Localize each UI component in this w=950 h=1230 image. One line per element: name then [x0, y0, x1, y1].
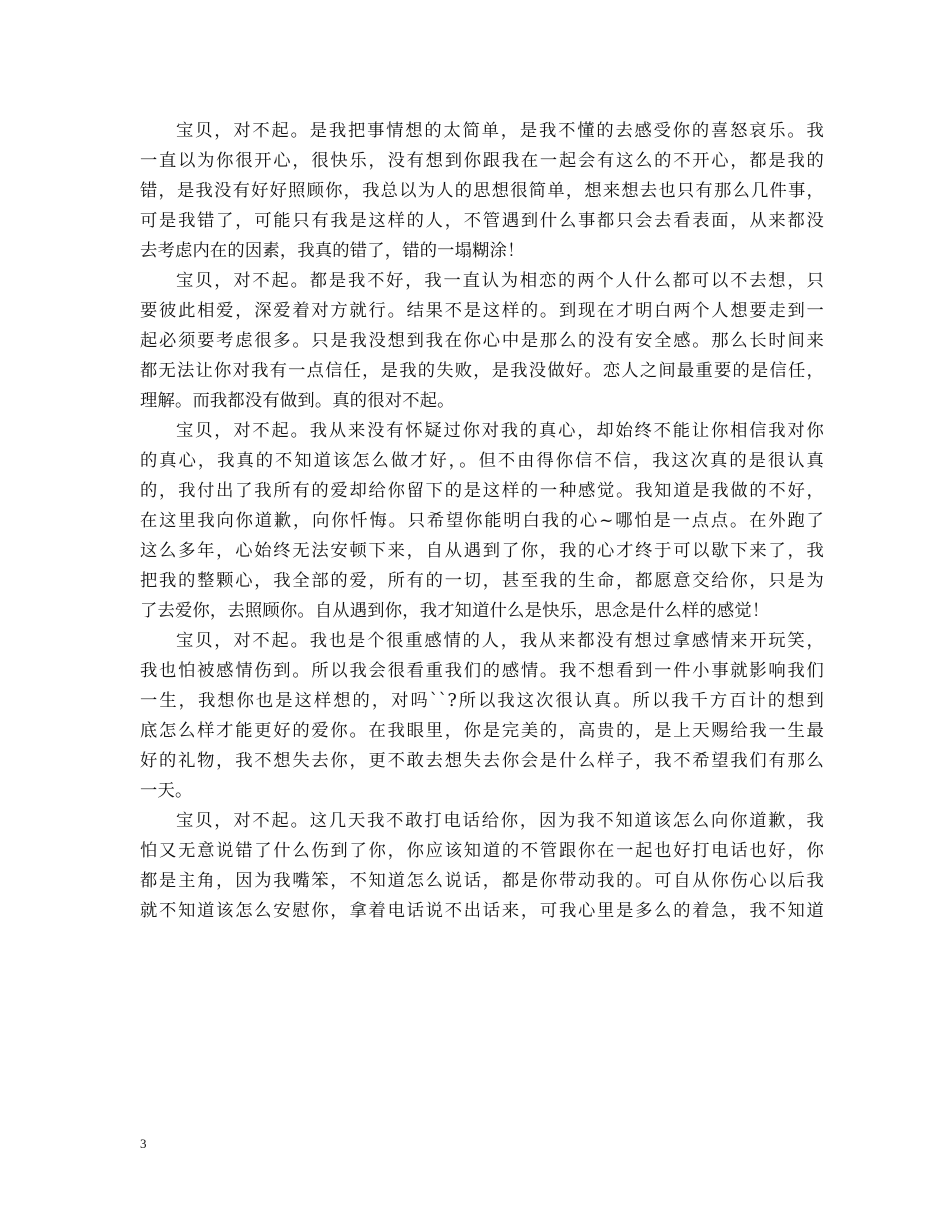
text-line: 好的礼物，我不想失去你，更不敢去想失去你会是什么样子，我不希望我们有那么 [140, 751, 824, 771]
paragraph [140, 266, 824, 416]
text-line: 的真心，我真的不知道该怎么做才好，。但不由得你信不信，我这次真的是很认真 [140, 451, 824, 471]
document-body [140, 116, 824, 926]
text-line: 一生，我想你也是这样想的，对吗``?所以我这次很认真。所以我千方百计的想到 [140, 691, 824, 711]
text-line: 这么多年，心始终无法安顿下来，自从遇到了你，我的心才终于可以歇下来了，我 [140, 541, 824, 561]
text-line: 我也怕被感情伤到。所以我会很看重我们的感情。我不想看到一件小事就影响我们 [140, 661, 824, 681]
text-line: 宝贝，对不起。我从来没有怀疑过你对我的真心，却始终不能让你相信我对你 [176, 421, 824, 441]
text-line: 错，是我没有好好照顾你，我总以为人的思想很简单，想来想去也只有那么几件事， [140, 181, 824, 201]
text-line: 都无法让你对我有一点信任，是我的失败，是我没做好。恋人之间最重要的是信任， [140, 361, 824, 381]
text-line: 去考虑内在的因素，我真的错了，错的一塌糊涂！ [140, 241, 525, 261]
paragraph [140, 626, 824, 806]
text-line: 要彼此相爱，深爱着对方就行。结果不是这样的。到现在才明白两个人想要走到一 [140, 301, 824, 321]
text-line: 起必须要考虑很多。只是我没想到我在你心中是那么的没有安全感。那么长时间来 [140, 331, 824, 351]
text-line: 怕又无意说错了什么伤到了你，你应该知道的不管跟你在一起也好打电话也好，你 [140, 841, 824, 861]
text-line: 理解。而我都没有做到。真的很对不起。 [140, 391, 455, 411]
paragraph [140, 416, 824, 626]
text-line: 宝贝，对不起。是我把事情想的太简单，是我不懂的去感受你的喜怒哀乐。我 [176, 121, 824, 141]
paragraph [140, 806, 824, 926]
text-line: 宝贝，对不起。我也是个很重感情的人，我从来都没有想过拿感情来开玩笑， [176, 631, 824, 651]
text-line: 底怎么样才能更好的爱你。在我眼里，你是完美的，高贵的，是上天赐给我一生最 [140, 721, 824, 741]
text-line: 了去爱你，去照顾你。自从遇到你，我才知道什么是快乐，思念是什么样的感觉！ [140, 601, 770, 621]
text-line: 可是我错了，可能只有我是这样的人，不管遇到什么事都只会去看表面，从来都没 [140, 211, 824, 231]
text-line: 就不知道该怎么安慰你，拿着电话说不出话来，可我心里是多么的着急，我不知道 [140, 901, 824, 921]
page-number: 3 [140, 1136, 147, 1151]
text-line: 宝贝，对不起。这几天我不敢打电话给你，因为我不知道该怎么向你道歉，我 [176, 811, 824, 831]
paragraph [140, 116, 824, 266]
text-line: 把我的整颗心，我全部的爱，所有的一切，甚至我的生命，都愿意交给你，只是为 [140, 571, 824, 591]
text-line: 都是主角，因为我嘴笨，不知道怎么说话，都是你带动我的。可自从你伤心以后我 [140, 871, 824, 891]
text-line: 的，我付出了我所有的爱却给你留下的是这样的一种感觉。我知道是我做的不好， [140, 481, 824, 501]
text-line: 一直以为你很开心，很快乐，没有想到你跟我在一起会有这么的不开心，都是我的 [140, 151, 824, 171]
text-line: 一天。 [140, 781, 193, 801]
text-line: 在这里我向你道歉，向你忏悔。只希望你能明白我的心~哪怕是一点点。在外跑了 [140, 511, 824, 531]
text-line: 宝贝，对不起。都是我不好，我一直认为相恋的两个人什么都可以不去想，只 [176, 271, 824, 291]
